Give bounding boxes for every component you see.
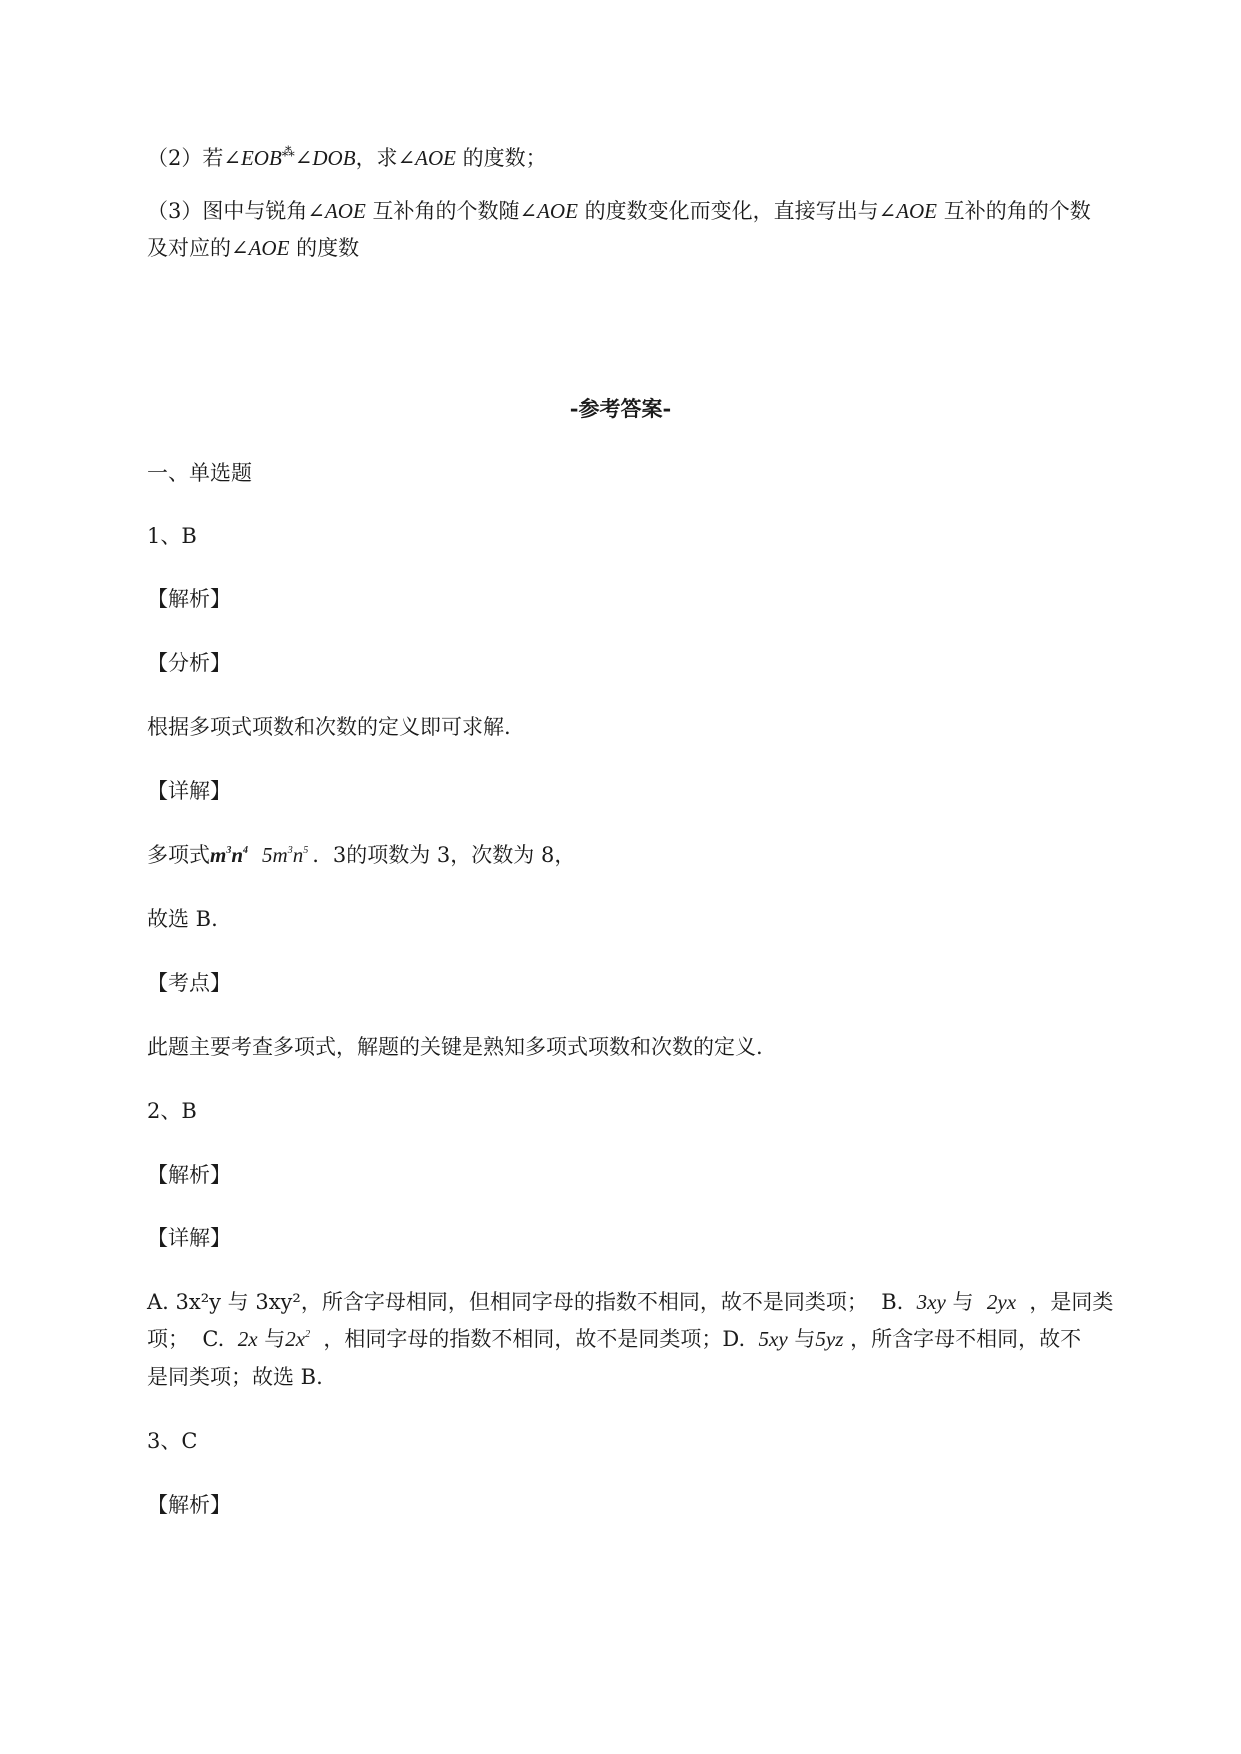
answer-1-detail: 多项式$m^3n^4$ $5m^3n^5$ . 3的项数为 3，次数为 8， bbox=[147, 843, 576, 867]
q3-angle-aoe-3: ∠AOE bbox=[878, 199, 938, 223]
answer-1-fenxi-text: 根据多项式项数和次数的定义即可求解. bbox=[147, 715, 511, 739]
polynomial-expression: $m^3n^4$ bbox=[210, 843, 249, 867]
a2-option-a: A. 3x²y 与 3xy²，所含字母相同，但相同字母的指数不相同，故不是同类项； bbox=[147, 1290, 868, 1314]
answer-1-kaodian: 【考点】 bbox=[147, 971, 231, 995]
term-2x-squared: $2x^2$ bbox=[285, 1327, 311, 1351]
q3-angle-aoe-1: ∠AOE bbox=[307, 199, 366, 223]
angle-dob: ∠DOB bbox=[294, 146, 356, 170]
q3-angle-aoe-2: ∠AOE bbox=[519, 199, 578, 223]
question-3-line-1 bbox=[147, 196, 1091, 226]
answer-2-line-1 bbox=[147, 1287, 1113, 1317]
a2-and-1: 与 bbox=[952, 1290, 974, 1314]
answers-title: -参考答案- bbox=[569, 396, 672, 421]
q2-mark: ⁂ bbox=[281, 145, 295, 160]
answer-2-line-3: 是同类项；故选 B. bbox=[147, 1365, 323, 1389]
q2-prefix: （2）若 bbox=[147, 146, 224, 170]
a2-and-2: 与 bbox=[264, 1327, 286, 1351]
detail-suffix: 3的项数为 3，次数为 8， bbox=[332, 843, 576, 867]
q3-text-e: 的度数变化而变化，直接写出与 bbox=[584, 199, 879, 223]
q3-text-a: （3）图中与锐角 bbox=[147, 199, 308, 223]
answer-2-xiangjie: 【详解】 bbox=[147, 1226, 231, 1250]
answer-3-head: 3、C bbox=[147, 1429, 198, 1453]
q3-text-c: 互补角的个数随 bbox=[372, 199, 520, 223]
a2-and-3: 与 bbox=[794, 1327, 816, 1351]
q3-text-line2-c: 的度数 bbox=[296, 236, 360, 260]
answer-2-line-2 bbox=[147, 1324, 1081, 1354]
a2-line2-start: 项； bbox=[147, 1327, 189, 1351]
a2-line2-end: ，所含字母不相同，故不 bbox=[850, 1327, 1082, 1351]
a2-option-c-label: C. bbox=[202, 1327, 225, 1351]
detail-prefix: 多项式 bbox=[147, 843, 210, 867]
answer-2-jiexi: 【解析】 bbox=[147, 1163, 231, 1187]
a2-line1-end: ，是同类 bbox=[1029, 1290, 1114, 1314]
term-5yz: 5yz bbox=[815, 1327, 844, 1351]
section-heading: 一、单选题 bbox=[147, 461, 252, 485]
answer-2-head: 2、B bbox=[147, 1099, 197, 1123]
q3-text-g: 互补的角的个数 bbox=[943, 199, 1091, 223]
answer-1-choice: 故选 B. bbox=[147, 907, 218, 931]
term-3xy: 3xy bbox=[916, 1290, 946, 1314]
term-2yx: 2yx bbox=[986, 1290, 1017, 1314]
a2-line2-mid: ，相同字母的指数不相同，故不是同类项；D. bbox=[323, 1327, 746, 1351]
question-2 bbox=[147, 138, 547, 173]
angle-aoe: ∠AOE bbox=[397, 146, 456, 170]
answer-1-head: 1、B bbox=[147, 524, 197, 548]
term-2x: 2x bbox=[237, 1327, 258, 1351]
answer-1-jiexi: 【解析】 bbox=[147, 587, 231, 611]
q2-suffix: 的度数； bbox=[462, 146, 547, 170]
q3-text-line2-a: 及对应的 bbox=[147, 236, 231, 260]
question-3-line-2 bbox=[147, 233, 359, 263]
q3-angle-aoe-4: ∠AOE bbox=[231, 236, 290, 260]
answer-1-xiangjie: 【详解】 bbox=[147, 779, 231, 803]
polynomial-term-2: $5m^3n^5$ bbox=[262, 843, 309, 867]
a2-option-b-label: B. bbox=[881, 1290, 904, 1314]
answer-3-jiexi: 【解析】 bbox=[147, 1493, 231, 1517]
answer-1-kaodian-text: 此题主要考查多项式，解题的关键是熟知多项式项数和次数的定义. bbox=[147, 1035, 763, 1059]
angle-eob: ∠EOB bbox=[223, 146, 282, 170]
answer-1-fenxi: 【分析】 bbox=[147, 651, 231, 675]
q2-mid: ，求 bbox=[355, 146, 398, 170]
term-5xy: 5xy bbox=[758, 1327, 788, 1351]
